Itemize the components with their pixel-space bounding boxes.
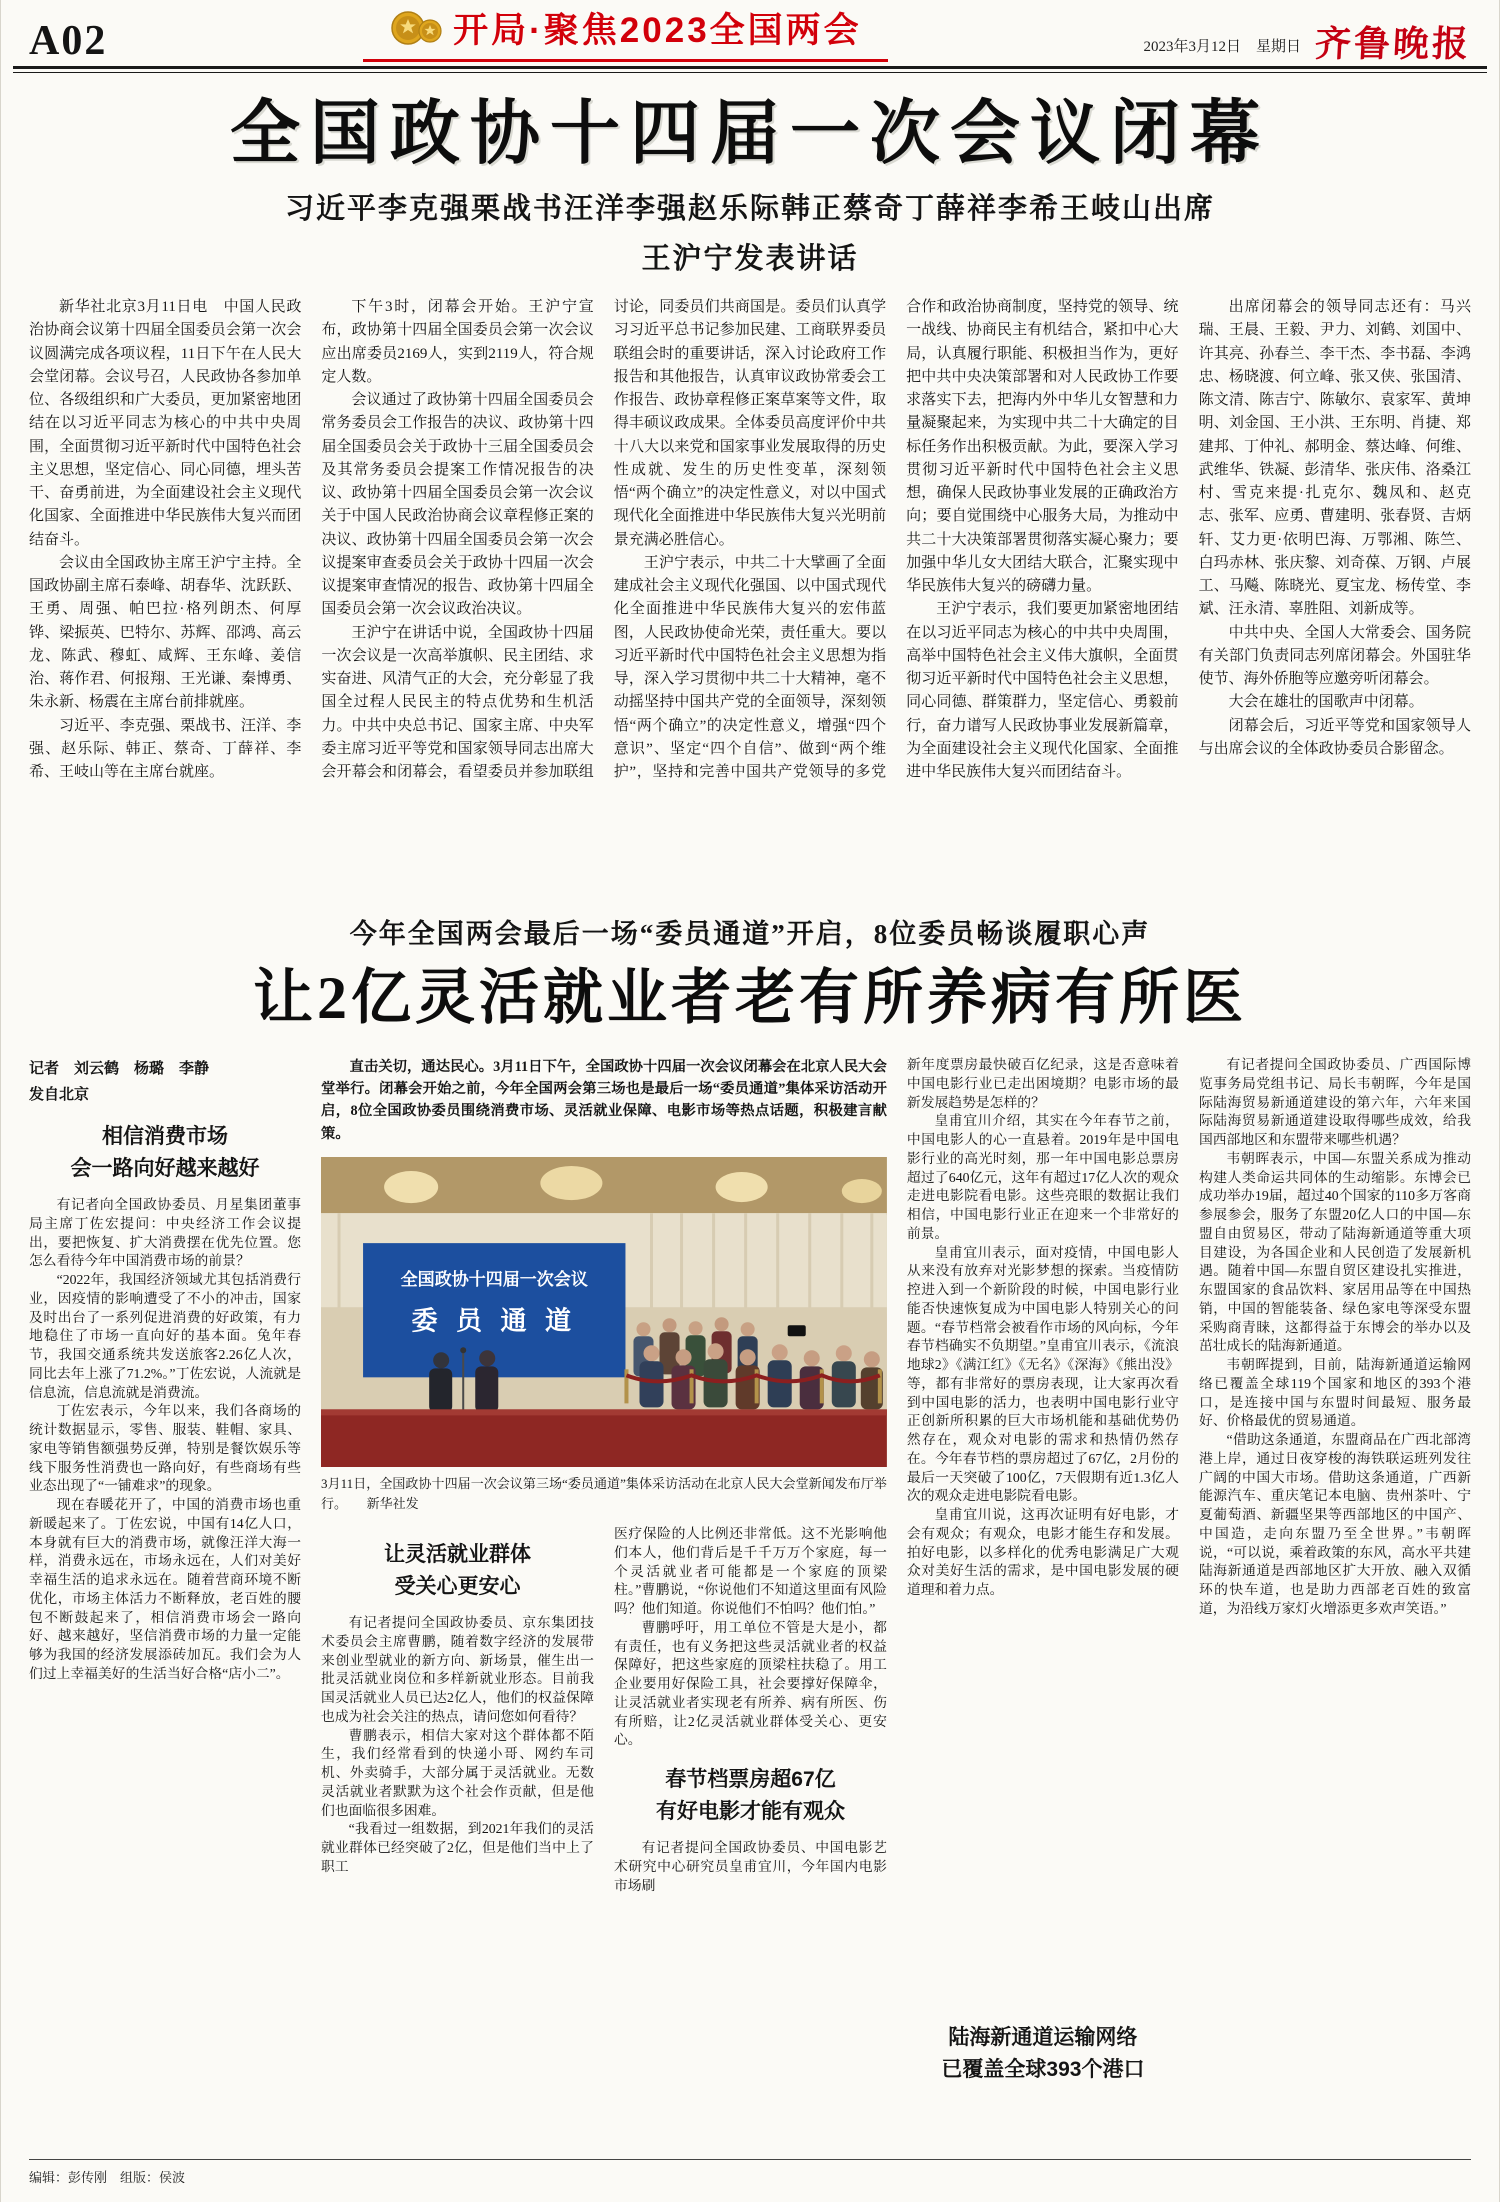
article1-title: 全国政协十四届一次会议闭幕 (230, 96, 1270, 173)
page-number: A02 (29, 18, 108, 64)
banner-title: 开局·聚焦2023全国两会 (453, 11, 862, 50)
column-box-office (614, 1525, 887, 2131)
column-asean-trade (1199, 1056, 1471, 2131)
columnB-text-2: 有记者提问全国政协委员、中国电影艺术研究中心研究员皇甫宜川，今年国内电影市场刷 (613, 1840, 887, 1893)
article2-kicker: 今年全国两会最后一场“委员通道”开启，8位委员畅谈履职心声 (349, 919, 1151, 950)
columnB-text: 医疗保险的人比例还非常低。这不光影响他们本人，他们背后是千千万万个家庭，每一个灵活就业者可能都是一个家庭的顶梁柱。”曹鹏说，“你说他们不知道这里面有风险吗？他们知道。你说他们不怕吗？他们怕。” 曹鹏呼吁，用工单位不管是大是小，都有责任，也有义务把这些灵活就业者的权益保障好，把这些家庭的顶梁柱扶稳了。用工企业要用好保险工具，社会要撑好保障伞，让灵活就业者实现老有所养、病有所医、伤有所赔，让2亿灵活就业群体受关心、更安心。 (613, 1526, 887, 1748)
banner (363, 7, 888, 62)
subhead-line-2: 已覆盖全球393个港口 (941, 2057, 1145, 2081)
subhead-line-2: 受关心更安心 (394, 1574, 521, 1598)
article1-subtitle-2: 王沪宁发表讲话 (641, 243, 859, 276)
subhead-line-2: 有好电影才能有观众 (655, 1799, 845, 1823)
masthead-logo: 齐鲁晚报 (1313, 24, 1473, 64)
byline-location: 发自北京 (29, 1085, 90, 1103)
article-flexible-workers (1, 912, 1499, 2131)
svg-text:全国政协十四届一次会议: 全国政协十四届一次会议 (400, 1269, 588, 1289)
column4-text: 新年度票房最快破百亿纪录，这是否意味着中国电影行业已走出困境期？电影市场的最新发展趋势是怎样的？ 皇甫宜川介绍，其实在今年春节之前，中国电影人的心一直悬着。2019年是中国电影行业的高光时刻，那一年中国电影总票房超过了640亿元，这年有超过17亿人次的观众走进电影院看电影。这些亮眼的数据让我们相信，中国电影行业正在迎来一个非常好的前景。 皇甫宜川表示，面对疫情，中国电影人从来没有放弃对光影梦想的探索。当疫情防控进入到一个新阶段的时候，中国电影行业能否快速恢复成为中国电影人特别关心的问题。“春节档常会被看作市场的风向标，今年春节档确实不负期望。”皇甫宜川表示，《流浪地球2》《满江红》《无名》《深海》《熊出没》等，都有非常好的票房表现，让大家再次看到中国电影的活力，也表明中国电影行业守正创新所积累的巨大市场机能和基础优势仍然存在，观众对电影的需求和热情仍然存在。今年春节档的票房超过了67亿，2月份的最后一天突破了100亿，7天假期有近1.3亿人次的观众走进电影院看电影。 皇甫宜川说，这再次证明有好电影，才会有观众；有观众，电影才能生存和发展。拍好电影，以多样化的优秀电影满足广大观众对美好生活的需求，是中国电影发展的硬道理和着力点。 (906, 1057, 1179, 1598)
article2-title: 让2亿灵活就业者老有所养病有所医 (253, 965, 1247, 1032)
header-divider (13, 66, 1487, 73)
subhead-line-1: 春节档票房超67亿 (665, 1768, 836, 1792)
column1-text: 有记者向全国政协委员、月星集团董事局主席丁佐宏提问：中央经济工作会议提出，要把恢复、扩大消费摆在优先位置。您怎么看待今年中国消费市场的前景？ “2022年，我国经济领域尤其包括消费行业，因疫情的影响遭受了不小的冲击，国家及时出台了一系列促进消费的好政策，有力地稳住了市场一直向好的基本面。兔年春节，我国交通系统共发送旅客2.26亿人次，同比去年上涨了71.2%。”丁佐宏说，人流就是信息流，信息流就是消费流。 丁佐宏表示，今年以来，我们各商场的统计数据显示，零售、服装、鞋帽、家具、家电等销售额强势反弹，特别是餐饮娱乐等线下服务性消费也一路向好，有些商场有些业态出现了“一铺难求”的现象。 现在春暖花开了，中国的消费市场也重新暖起来了。丁佐宏说，中国有14亿人口，本身就有巨大的消费市场，就像汪洋大海一样，消费永远在，市场永远在，人们对美好幸福生活的追求永远在。随着营商环境不断优化，市场主体活力不断释放，老百姓的腰包不断鼓起来了，相信消费市场会一路向好、越来越好，坚信消费市场的力量一定能够为我国的经济发展添砖加瓦。我们会为人们过上幸福美好的生活当好合格“店小二”。 (29, 1197, 302, 1681)
page-header (1, 0, 1499, 66)
news-photo (321, 1157, 887, 1513)
issue-date: 2023年3月12日 星期日 (1143, 39, 1301, 55)
dateline (1143, 26, 1471, 62)
subhead-line-1: 相信消费市场 (102, 1125, 229, 1149)
subhead-box-office (614, 1764, 887, 1827)
subhead-consumer-market (29, 1121, 301, 1184)
subhead-line-2: 会一路向好越来越好 (70, 1156, 260, 1180)
caption-text: 3月11日，全国政协十四届一次会议第三场“委员通道”集体采访活动在北京人民大会堂新闻发布厅举行。 (321, 1476, 887, 1511)
svg-text:委 员 通 道: 委 员 通 道 (411, 1305, 578, 1335)
photo-credit: 新华社发 (366, 1495, 419, 1511)
speakers (429, 1347, 498, 1412)
subhead-flexible-workers (321, 1539, 594, 1602)
article-cppcc-closing (1, 73, 1499, 884)
article1-body: 新华社北京3月11日电 中国人民政治协商会议第十四届全国委员会第一次会议圆满完成各项议程，11日下午在人民大会堂闭幕。会议号召，人民政协各参加单位、各级组织和广大委员，更加紧密地团结在以习近平同志为核心的中共中央周围，全面贯彻习近平新时代中国特色社会主义思想，坚定信心、同心同德，埋头苦干、奋勇前进，为全面建设社会主义现代化国家、全面推进中华民族伟大复兴而团结奋斗。 会议由全国政协主席王沪宁主持。全国政协副主席石泰峰、胡春华、沈跃跃、王勇、周强、帕巴拉·格列朗杰、何厚铧、梁振英、巴特尔、苏辉、邵鸿、高云龙、陈武、穆虹、咸辉、王东峰、姜信治、蒋作君、何报翔、王光谦、秦博勇、朱永新、杨震在主席台前排就座。 习近平、李克强、栗战书、汪洋、李强、赵乐际、韩正、蔡奇、丁薛祥、李希、王岐山等在主席台就座。 下午3时，闭幕会开始。王沪宁宣布，政协第十四届全国委员会第一次会议应出席委员2169人，实到2119人，符合规定人数。 会议通过了政协第十四届全国委员会常务委员会工作报告的决议、政协第十四届全国委员会关于政协十三届全国委员会及其常务委员会提案工作情况报告的决议、政协第十四届全国委员会第一次会议关于中国人民政治协商会议章程修正案的决议、政协第十四届全国委员会第一次会议提案审查委员会关于政协十四届一次会议提案审查情况的报告、政协第十四届全国委员会第一次会议政治决议。 王沪宁在讲话中说，全国政协十四届一次会议是一次高举旗帜、民主团结、求实奋进、风清气正的大会，充分彰显了我国全过程人民民主的特点优势和生机活力。中共中央总书记、国家主席、中央军委主席习近平等党和国家领导同志出席大会开幕会和闭幕会，看望委员并参加联组讨论，同委员们共商国是。委员们认真学习习近平总书记参加民建、工商联界委员联组会时的重要讲话，深入讨论政府工作报告和其他报告，认真审议政协常委会工作报告、政协章程修正案草案等文件，取得丰硕议政成果。全体委员高度评价中共十八大以来党和国家事业发展取得的历史性成就、发生的历史性变革，深刻领悟“两个确立”的决定性意义，对以中国式现代化全面推进中华民族伟大复兴光明前景充满必胜信心。 王沪宁表示，中共二十大擘画了全面建成社会主义现代化强国、以中国式现代化全面推进中华民族伟大复兴的宏伟蓝图，人民政协使命光荣，责任重大。要以习近平新时代中国特色社会主义思想为指导，深入学习贯彻中共二十大精神，毫不动摇坚持中国共产党的全面领导，深刻领悟“两个确立”的决定性意义，增强“四个意识”、坚定“四个自信”、做到“两个维护”，坚持和完善中国共产党领导的多党合作和政治协商制度，坚持党的领导、统一战线、协商民主有机结合，紧扣中心大局，认真履行职能、积极担当作为，更好把中共中央决策部署和对人民政协工作要求落实下去，把海内外中华儿女智慧和力量凝聚起来，为实现中共二十大确定的目标任务作出积极贡献。为此，要深入学习贯彻习近平新时代中国特色社会主义思想，确保人民政协事业发展的正确政治方向；要自觉围绕中心服务大局，为推动中共二十大决策部署贯彻落实凝心聚力；要加强中华儿女大团结大联合，汇聚实现中华民族伟大复兴的磅礴力量。 王沪宁表示，我们要更加紧密地团结在以习近平同志为核心的中共中央周围，高举中国特色社会主义伟大旗帜，全面贯彻习近平新时代中国特色社会主义思想，同心同德、群策群力，坚定信心、勇毅前行，奋力谱写人民政协事业发展新篇章，为全面建设社会主义现代化国家、全面推进中华民族伟大复兴而团结奋斗。 出席闭幕会的领导同志还有：马兴瑞、王晨、王毅、尹力、刘鹤、刘国中、许其亮、孙春兰、李干杰、李书磊、李鸿忠、杨晓渡、何立峰、张又侠、张国清、陈文清、陈吉宁、陈敏尔、袁家军、黄坤明、刘金国、王小洪、王东明、肖捷、郑建邦、丁仲礼、郝明金、蔡达峰、何维、武维华、铁凝、彭清华、张庆伟、洛桑江村、雪克来提·扎克尔、魏凤和、赵克志、张军、应勇、曹建明、张春贤、吉炳轩、艾力更·依明巴海、万鄂湘、陈竺、白玛赤林、张庆黎、刘奇葆、万钢、卢展工、马飚、陈晓光、夏宝龙、杨传堂、李斌、汪永清、辜胜阻、刘新成等。 中共中央、全国人大常委会、国务院有关部门负责同志列席闭幕会。外国驻华使节、海外侨胞等应邀旁听闭幕会。 大会在雄壮的国歌声中闭幕。 闭幕会后，习近平等党和国家领导人与出席会议的全体政协委员合影留念。 (29, 299, 1471, 781)
center-two-columns (321, 1525, 887, 2131)
column-flexible-workers (321, 1525, 594, 2131)
article1-subtitle-1: 习近平李克强栗战书汪洋李强赵乐际韩正蔡奇丁薛祥李希王岐山出席 (284, 193, 1215, 225)
columnA-text: 有记者提问全国政协委员、京东集团技术委员会主席曹鹏，随着数字经济的发展带来创业型就业的新方向、新场景，催生出一批灵活就业岗位和多样新就业形态。目前我国灵活就业人员已达2亿人，他们的权益保障也成为社会关注的热点，请问您如何看待？ 曹鹏表示，相信大家对这个群体都不陌生，我们经常看到的快递小哥、网约车司机、外卖骑手，大部分属于灵活就业。无数灵活就业者默默为这个社会作贡献，但是他们也面临很多困难。 “我看过一组数据，到2021年我们的灵活就业群体已经突破了2亿，但是他们当中上了职工 (321, 1615, 594, 1874)
photo-caption (321, 1474, 887, 1513)
page-footer (29, 2159, 1471, 2186)
byline (29, 1056, 301, 1107)
byline-reporters: 记者 刘云鹤 杨璐 李静 (29, 1060, 210, 1078)
subhead-sea-land-corridor (907, 2022, 1179, 2085)
article2-columns (1, 1056, 1499, 2131)
national-emblem-icon (389, 7, 443, 54)
column-consumer-market (29, 1056, 301, 2131)
column5-text: 有记者提问全国政协委员、广西国际博览事务局党组书记、局长韦朝晖，今年是国际陆海贸易新通道建设的第六年，六年来国际陆海贸易新通道建设取得哪些成效，给我国西部地区和东盟带来哪些机遇？ 韦朝晖表示，中国—东盟关系成为推动构建人类命运共同体的生动缩影。东博会已成功举办19届，超过40个国家的110多万客商参展参会，服务了东盟20亿人口的中国—东盟自由贸易区，带动了陆海新通道等重大项目建设，为各国企业和人民创造了发展新机遇。随着中国—东盟自贸区建设扎实推进，东盟国家的食品饮料、家居用品等在中国热销，中国的智能装备、绿色家电等深受东盟采购商青睐，这都得益于东博会的举办以及茁壮成长的陆海新通道。 韦朝晖提到，目前，陆海新通道运输网络已覆盖全球119个国家和地区的393个港口，是连接中国与东盟时间最短、服务最好、价格最优的贸易通道。 “借助这条通道，东盟商品在广西北部湾港上岸，通过日夜穿梭的海铁联运班列发往广阔的中国大市场。借助这条通道，广西新能源汽车、重庆笔记本电脑、贵州茶叶、宁夏葡萄酒、新疆坚果等西部地区的中国产、中国造，走向东盟乃至全世界。”韦朝晖说，“可以说，乘着政策的东风，高水平共建陆海新通道是西部地区扩大开放、融入双循环的快车道，也是助力西部老百姓的致富道，为沿线万家灯火增添更多欢声笑语。” (1198, 1057, 1471, 1616)
column-center (321, 1056, 887, 2131)
subhead-line-1: 让灵活就业群体 (384, 1543, 532, 1567)
article2-intro: 直击关切，通达民心。3月11日下午，全国政协十四届一次会议闭幕会在北京人民大会堂举行。闭幕会开始之前，今年全国两会第三场也是最后一场“委员通道”集体采访活动开启，8位全国政协委员围绕消费市场、灵活就业保障、电影市场等热点话题，积极建言献策。 (321, 1059, 887, 1142)
subhead-line-1: 陆海新通道运输网络 (948, 2026, 1138, 2050)
photo-committee-corridor-illustration (321, 1157, 887, 1467)
editor-credit: 编辑：彭传刚 组版：侯波 (29, 2170, 186, 2185)
column-film-market (907, 1056, 1179, 2131)
